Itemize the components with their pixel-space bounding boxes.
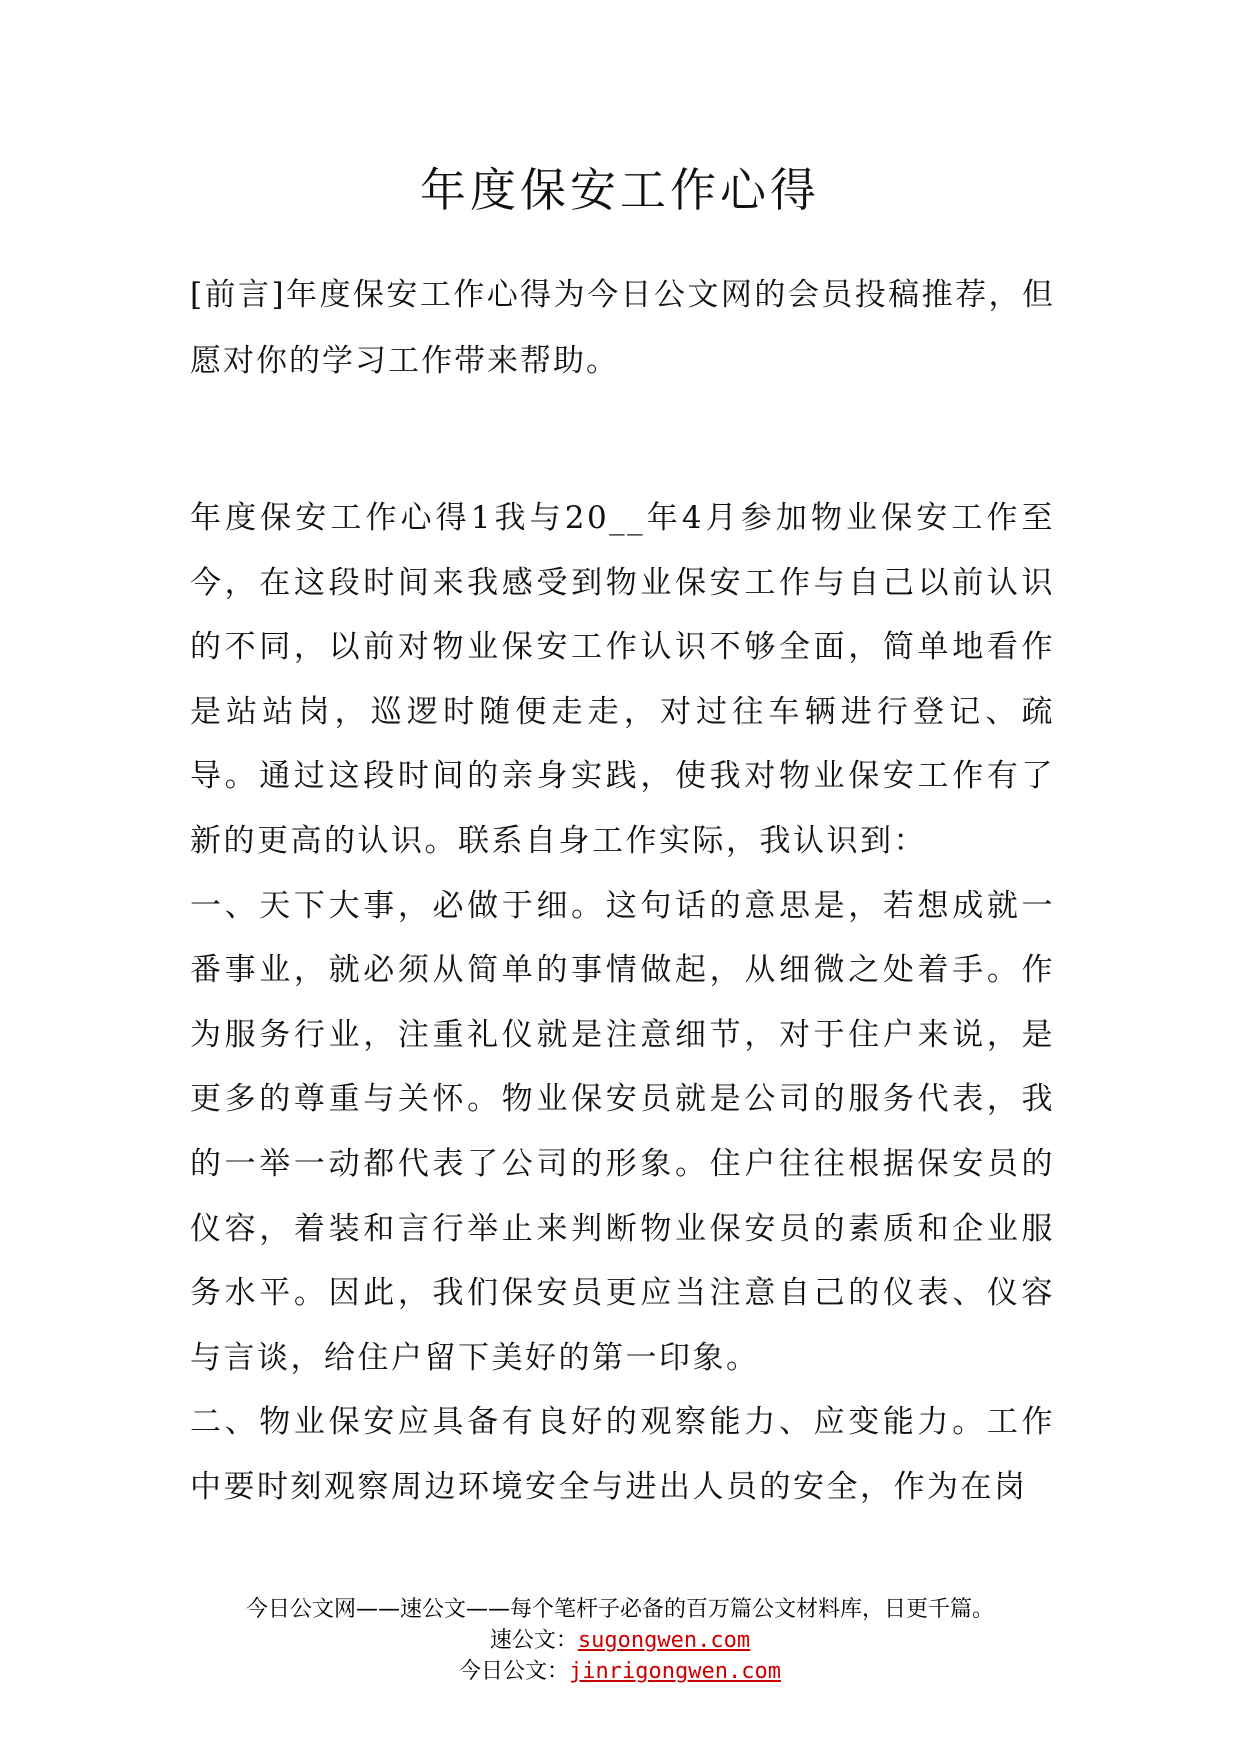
- body-paragraph: 一、天下大事，必做于细。这句话的意思是，若想成就一番事业，就必须从简单的事情做起，从细微之处着手。作为服务行业，注重礼仪就是注意细节，对于住户来说，是更多的尊重与关怀。物业保安员就是公司的服务代表，我的一举一动都代表了公司的形象。住户往往根据保安员的仪容，着装和言行举止来判断物业保安员的素质和企业服务水平。因此，我们保安员更应当注意自己的仪表、仪容与言谈，给住户留下美好的第一印象。: [190, 887, 1055, 1376]
- footer-sugongwen-line: [0, 1625, 1240, 1656]
- document-title: 年度保安工作心得: [420, 163, 820, 217]
- footer-jinri-label: 今日公文：: [459, 1659, 570, 1684]
- jinrigongwen-link[interactable]: jinrigongwen.com: [569, 1659, 781, 1684]
- document-body: [190, 486, 1055, 1520]
- page-footer: [0, 1594, 1240, 1687]
- footer-jinri-line: [0, 1656, 1240, 1687]
- footer-sugongwen-label: 速公文：: [489, 1628, 578, 1653]
- footer-slogan: 今日公文网——速公文——每个笔杆子必备的百万篇公文材料库，日更千篇。: [245, 1597, 994, 1622]
- preface-paragraph: [前言]年度保安工作心得为今日公文网的会员投稿推荐，但愿对你的学习工作带来帮助。: [190, 277, 1055, 379]
- sugongwen-link[interactable]: sugongwen.com: [577, 1628, 751, 1653]
- body-paragraph: 二、物业保安应具备有良好的观察能力、应变能力。工作中要时刻观察周边环境安全与进出人员的安全，作为在岗: [190, 1404, 1055, 1505]
- body-paragraph: 年度保安工作心得1我与20__年4月参加物业保安工作至今，在这段时间来我感受到物业保安工作与自己以前认识的不同，以前对物业保安工作认识不够全面，简单地看作是站站岗，巡逻时随便走走，对过往车辆进行登记、疏导。通过这段时间的亲身实践，使我对物业保安工作有了新的更高的认识。联系自身工作实际，我认识到：: [190, 500, 1055, 859]
